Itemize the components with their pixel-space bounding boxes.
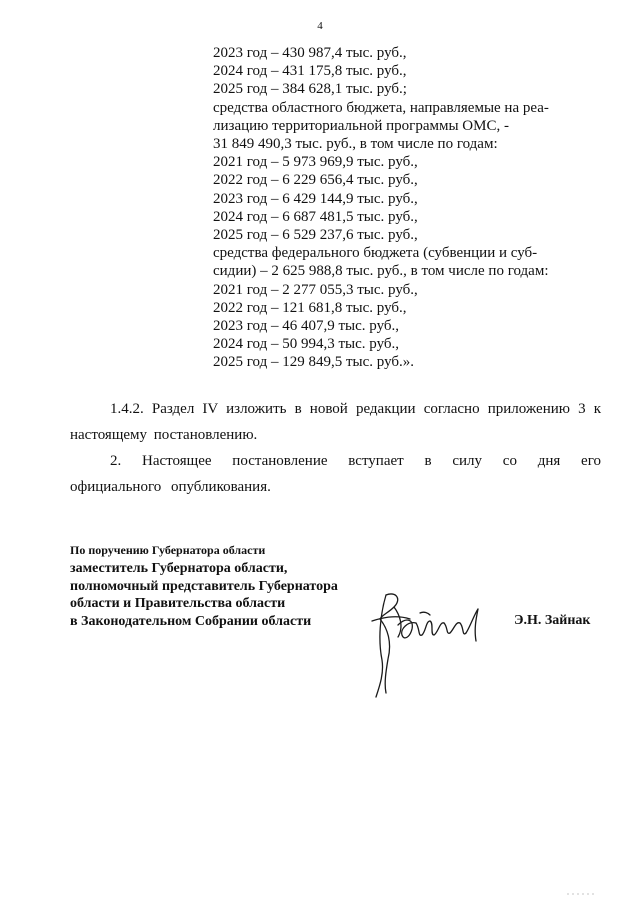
funding-line: 2024 год – 6 687 481,5 тыс. руб., bbox=[213, 208, 418, 225]
signatory-position bbox=[70, 560, 338, 630]
funding-line: 2025 год – 384 628,1 тыс. руб.; bbox=[213, 81, 407, 98]
funding-line: 2021 год – 2 277 055,3 тыс. руб., bbox=[213, 281, 418, 298]
signatory-name: Э.Н. Зайнак bbox=[514, 613, 591, 628]
funding-line: 2022 год – 121 681,8 тыс. руб., bbox=[213, 299, 407, 316]
funding-line: 2025 год – 129 849,5 тыс. руб.». bbox=[213, 354, 415, 371]
scan-artifact-dots bbox=[566, 891, 606, 897]
page-number: 4 bbox=[317, 20, 323, 32]
funding-line: 2023 год – 6 429 144,9 тыс. руб., bbox=[213, 190, 418, 207]
funding-line: средства областного бюджета, направляемые на реа- bbox=[213, 99, 549, 116]
funding-line: 2023 год – 430 987,4 тыс. руб., bbox=[213, 45, 407, 61]
funding-line: 2023 год – 46 407,9 тыс. руб., bbox=[213, 318, 400, 335]
paragraph-1-4-2: 1.4.2. Раздел IV изложить в новой редакции согласно приложению 3 к настоящему постановлению. bbox=[70, 401, 601, 443]
funding-line: лизацию территориальной программы ОМС, - bbox=[213, 117, 509, 134]
handwritten-signature bbox=[358, 585, 508, 705]
position-line: заместитель Губернатора области, bbox=[70, 561, 288, 576]
funding-line: 31 849 490,3 тыс. руб., в том числе по годам: bbox=[213, 136, 498, 153]
paragraph-2: 2. Настоящее постановление вступает в силу со дня его официального опубликования. bbox=[70, 453, 601, 495]
position-line: в Законодательном Собрании области bbox=[70, 613, 312, 629]
funding-line: средства федерального бюджета (субвенции и суб- bbox=[213, 245, 538, 262]
position-line: полномочный представитель Губернатора bbox=[70, 578, 338, 594]
on-behalf-line: По поручению Губернатора области bbox=[70, 543, 266, 557]
funding-line: 2024 год – 431 175,8 тыс. руб., bbox=[213, 63, 407, 80]
position-line: области и Правительства области bbox=[70, 596, 286, 611]
funding-line: сидии) – 2 625 988,8 тыс. руб., в том числе по годам: bbox=[213, 263, 549, 280]
funding-line: 2024 год – 50 994,3 тыс. руб., bbox=[213, 336, 400, 353]
funding-list bbox=[213, 44, 593, 372]
funding-line: 2021 год – 5 973 969,9 тыс. руб., bbox=[213, 154, 418, 171]
funding-line: 2022 год – 6 229 656,4 тыс. руб., bbox=[213, 172, 418, 189]
funding-line: 2025 год – 6 529 237,6 тыс. руб., bbox=[213, 227, 418, 244]
